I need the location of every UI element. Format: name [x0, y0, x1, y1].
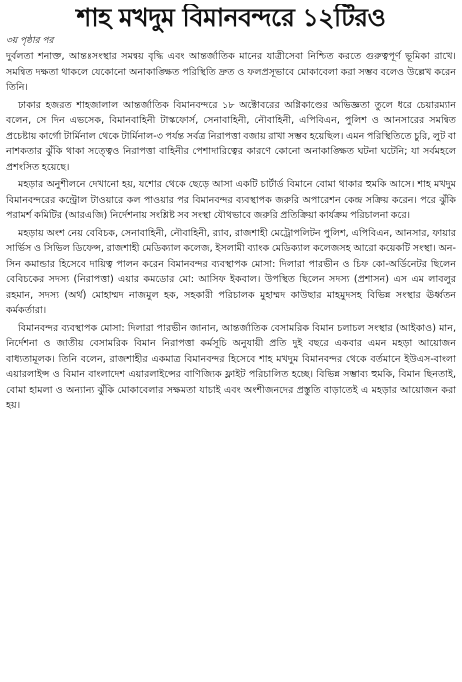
headline: শাহ মখদুম বিমানবন্দরে ১২টিরও — [76, 4, 386, 32]
article-paragraph: বিমানবন্দর ব্যবস্থাপক মোসা: দিলারা পারভীন জানান, আন্তর্জাতিক বেসামরিক বিমান চলাচল সংস্থার (আইকাও) মান, নির্দেশনা ও জাতীয় বেসামরিক বিমান নিরাপত্তা কর্মসূচি অনুযায়ী প্রতি দুই বছরে একবার এমন মহড়া আয়োজন বাধ্যতামূলক। তিনি বলেন, রাজশাহীর একমাত্র বিমানবন্দর হিসেবে শাহ মখদুম বিমানবন্দর থেকে বর্তমানে ইউএস-বাংলা এয়ারলাইন্স ও বিমান বাংলাদেশ এয়ারলাইন্সের বাণিজ্যিক ফ্লাইট পরিচালিত হচ্ছে। বিভিন্ন সম্ভাব্য হুমকি, বিমান ছিনতাই, বোমা হামলা ও অন্যান্য ঝুঁকি মোকাবেলার সক্ষমতা যাচাই এবং অংশীজনদের প্রস্তুতি বাড়াতেই এ মহড়ার আয়োজন করা হয়। — [6, 322, 456, 411]
article-paragraph: মহড়ায় অংশ নেয় বেবিচক, সেনাবাহিনী, নৌবাহিনী, র‍্যাব, রাজশাহী মেট্রোপলিটন পুলিশ, এপিবিএন, আনসার, ফায়ার সার্ভিস ও সিভিল ডিফেন্স, রাজশাহী মেডিক্যাল কলেজ, ইসলামী ব্যাংক মেডিক্যাল কলেজসহ আরো কয়েকটি সংস্থা। অন-সিন কমান্ডার হিসেবে দায়িত্ব পালন করেন বিমানবন্দর ব্যবস্থাপক মোসা: দিলারা পারভীন ও চিফ কো-অর্ডিনেটর ছিলেন বেবিচকের সদস্য (নিরাপত্তা) এয়ার কমডোর মো: আসিফ ইকবাল। উপস্থিত ছিলেন সদস্য (প্রশাসন) এস এম লাবলুর রহমান, সদস্য (অর্থ) মোহাম্মদ নাজমুল হক, সহকারী পরিচালক মুহাম্মদ কাউছার মাহমুদসহ বিভিন্ন সংস্থার ঊর্ধ্বতন কর্মকর্তারা। — [6, 227, 456, 316]
article-paragraph: ঢাকার হজরত শাহজালাল আন্তর্জাতিক বিমানবন্দরে ১৮ অক্টোবরের অগ্নিকাণ্ডের অভিজ্ঞতা তুলে ধরে চেয়ারম্যান বলেন, সে দিন এভসেক, বিমানবাহিনী টাস্কফোর্স, সেনাবাহিনী, নৌবাহিনী, এপিবিএন, পুলিশ ও আনসারের সমন্বিত প্রচেষ্টায় কার্গো টার্মিনাল থেকে টার্মিনাল-৩ পর্যন্ত সর্বত্র নিরাপত্তা বজায় রাখা সম্ভব হয়েছিল। এমন পরিস্থিতিতে চুরি, লুট বা নাশকতার ঝুঁকি থাকা সত্ত্বেও নিরাপত্তা বাহিনীর পেশাদারিত্বের কারণে কোনো অনাকাঙ্ক্ষিত ঘটনা ঘটেনি; যা সর্বমহলে প্রশংসিত হয়েছে। — [6, 99, 456, 173]
article-paragraph: মহড়ার অনুশীলনে দেখানো হয়, যশোর থেকে ছেড়ে আসা একটি চার্টার্ড বিমানে বোমা থাকার হুমকি আসে। শাহ মখদুম বিমানবন্দরের কন্ট্রোল টাওয়ারে কল পাওয়ার পর বিমানবন্দর ব্যবস্থাপক জরুরি অপারেশন কেন্দ্র সক্রিয় করেন। পরে ঝুঁকি পরামর্শ কমিটির (আরএজি) নির্দেশনায় সংশ্লিষ্ট সব সংস্থা যৌথভাবে জরুরি প্রতিক্রিয়া কার্যক্রম পরিচালনা করে। — [6, 179, 456, 221]
article-body — [6, 49, 456, 414]
article-paragraph: দুর্বলতা শনাক্ত, আন্তঃসংস্থার সমন্বয় বৃদ্ধি এবং আন্তর্জাতিক মানের যাত্রীসেবা নিশ্চিত করতে গুরুত্বপূর্ণ ভূমিকা রাখে। সমন্বিত দক্ষতা থাকলে যেকোনো অনাকাঙ্ক্ষিত পরিস্থিতি দ্রুত ও ফলপ্রসূভাবে মোকাবেলা করা সম্ভব বলেও উল্লেখ করেন তিনি। — [6, 51, 456, 93]
continued-from-label: ৩য় পৃষ্ঠার পর — [6, 36, 54, 46]
